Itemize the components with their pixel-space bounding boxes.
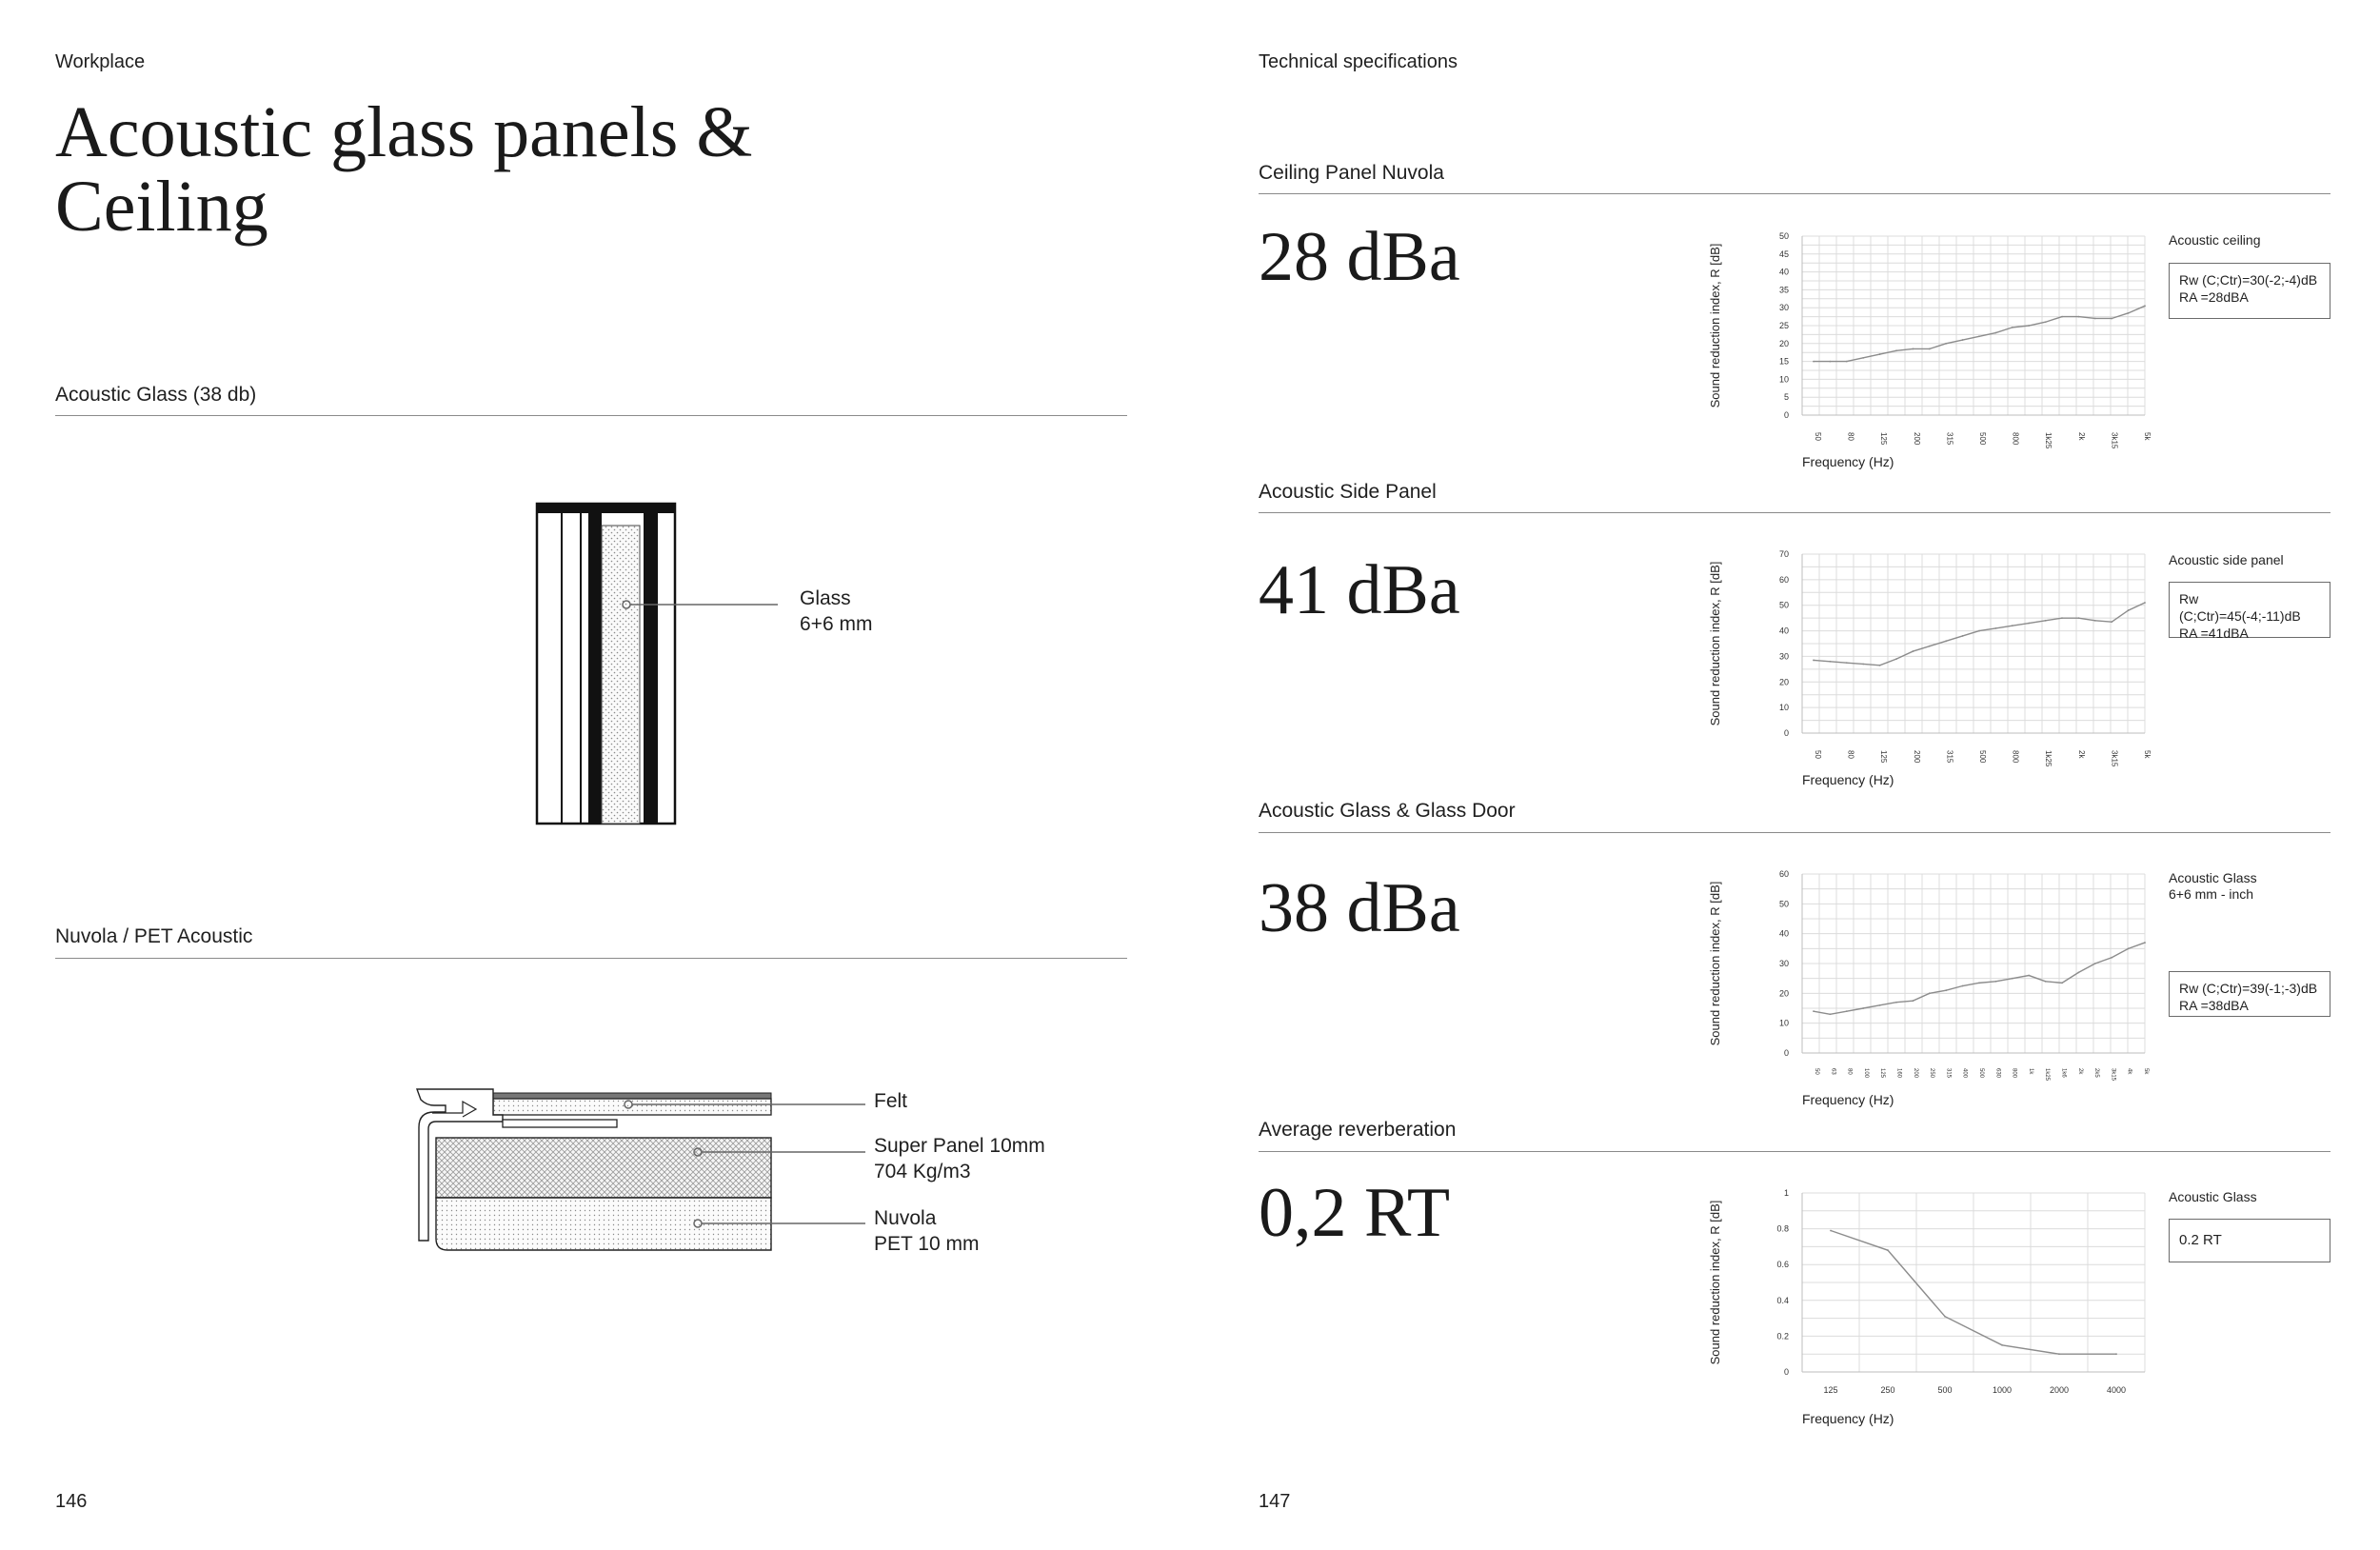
legend-title-reverberation: Acoustic Glass <box>2169 1189 2257 1204</box>
x-tick-label: 500 <box>1937 1385 1953 1395</box>
data-point <box>1813 361 1815 363</box>
y-axis-label: Sound reduction index, R [dB] <box>1708 561 1722 726</box>
x-tick-label: 125 <box>1879 1068 1886 1079</box>
spec-divider <box>1259 193 2330 194</box>
data-point <box>2094 620 2096 622</box>
section-divider <box>55 415 1127 416</box>
data-point <box>1978 982 1980 984</box>
data-point <box>1879 353 1881 355</box>
nuvola-leader-lines <box>623 1098 870 1236</box>
x-tick-label: 4k <box>2126 1068 2132 1075</box>
section-divider <box>55 958 1127 959</box>
page-number-left: 146 <box>55 1491 88 1512</box>
y-tick-label: 0 <box>1783 410 1789 420</box>
y-tick-label: 10 <box>1778 374 1789 385</box>
x-tick-label: 63 <box>1830 1068 1836 1075</box>
data-point <box>1913 1000 1914 1002</box>
y-tick-label: 60 <box>1778 869 1789 879</box>
spec-title-reverberation: Average reverberation <box>1259 1119 1457 1141</box>
data-point <box>2028 325 2030 327</box>
data-point <box>2028 975 2030 977</box>
data-point <box>1945 989 1947 991</box>
legend-box-glass-door <box>2169 971 2330 1017</box>
data-point <box>1862 1007 1864 1009</box>
data-point <box>2094 963 2096 964</box>
legend-box-side-panel <box>2169 582 2330 641</box>
spec-value-ceiling: 28 dBa <box>1259 218 1460 296</box>
glass-label-line-2: 6+6 mm <box>800 613 873 635</box>
data-point <box>2058 1353 2060 1355</box>
data-point <box>1830 1230 1832 1232</box>
data-point <box>2078 972 2080 974</box>
legend-line: RA =38dBA <box>2179 998 2249 1013</box>
data-point <box>1813 1010 1815 1012</box>
legend-box-ceiling <box>2169 263 2330 319</box>
section-title-nuvola: Nuvola / PET Acoustic <box>55 925 253 947</box>
y-tick-label: 0.2 <box>1776 1331 1789 1341</box>
page-title <box>55 92 753 247</box>
data-point <box>1879 1004 1881 1006</box>
data-point <box>1945 640 1947 642</box>
spec-value-side-panel: 41 dBa <box>1259 551 1460 629</box>
x-tick-label: 5k <box>2143 1068 2149 1075</box>
x-tick-label: 800 <box>2011 432 2020 446</box>
data-point <box>2094 318 2096 320</box>
x-tick-label: 250 <box>1880 1385 1895 1395</box>
data-point <box>1929 646 1931 647</box>
x-tick-label: 500 <box>1978 750 1987 764</box>
series-line <box>1814 306 2145 361</box>
y-tick-label: 20 <box>1778 677 1789 687</box>
y-tick-label: 0 <box>1783 1367 1789 1377</box>
x-tick-label: 1000 <box>1992 1385 2013 1395</box>
x-tick-label: 400 <box>1961 1068 1968 1079</box>
data-point <box>2061 617 2063 619</box>
data-point <box>2144 602 2146 604</box>
y-tick-label: 0.6 <box>1776 1260 1789 1270</box>
data-point <box>1962 339 1964 341</box>
data-point <box>1929 348 1931 350</box>
y-tick-label: 0.8 <box>1776 1223 1789 1234</box>
felt-label: Felt <box>874 1090 908 1112</box>
data-point <box>1862 664 1864 666</box>
y-tick-label: 50 <box>1778 899 1789 909</box>
data-point <box>1862 357 1864 359</box>
spec-value-reverberation: 0,2 RT <box>1259 1174 1451 1252</box>
x-tick-label: 200 <box>1912 750 1921 764</box>
x-tick-label: 2k <box>2076 1068 2083 1075</box>
data-point <box>1879 665 1881 666</box>
x-tick-label: 2k5 <box>2093 1068 2100 1078</box>
x-tick-label: 250 <box>1929 1068 1935 1079</box>
data-point <box>2045 981 2047 983</box>
x-tick-label: 4000 <box>2106 1385 2127 1395</box>
data-point <box>2078 316 2080 318</box>
y-tick-label: 30 <box>1778 303 1789 313</box>
data-point <box>2045 321 2047 323</box>
y-tick-label: 1 <box>1783 1188 1789 1198</box>
legend-title-line: Acoustic Glass <box>2169 870 2257 885</box>
y-tick-label: 10 <box>1778 703 1789 713</box>
x-tick-label: 315 <box>1945 432 1954 446</box>
data-point <box>2111 318 2112 320</box>
nuvola-label-line-1: Nuvola <box>874 1207 937 1229</box>
glass-leader-line <box>621 595 783 614</box>
x-axis-label: Frequency (Hz) <box>1802 1092 1894 1107</box>
data-point <box>1895 658 1897 660</box>
data-point <box>1913 650 1914 652</box>
x-tick-label: 1k25 <box>2044 1068 2051 1082</box>
data-point <box>1830 1013 1832 1015</box>
page-title-line-2: Ceiling <box>55 167 268 247</box>
y-tick-label: 10 <box>1778 1018 1789 1028</box>
x-tick-label: 800 <box>2011 1068 2017 1079</box>
data-point <box>2115 1353 2117 1355</box>
x-tick-label: 315 <box>1945 750 1954 764</box>
y-tick-label: 50 <box>1778 600 1789 610</box>
x-tick-label: 200 <box>1912 432 1921 446</box>
x-tick-label: 800 <box>2011 750 2020 764</box>
spec-divider <box>1259 512 2330 513</box>
data-point <box>2128 312 2130 314</box>
data-point <box>2001 1344 2003 1346</box>
legend-line: Rw (C;Ctr)=30(-2;-4)dB <box>2179 272 2318 288</box>
data-point <box>2144 305 2146 307</box>
x-tick-label: 1k25 <box>2044 750 2053 767</box>
x-tick-label: 125 <box>1823 1385 1838 1395</box>
data-point <box>1945 343 1947 345</box>
data-point <box>1913 348 1914 350</box>
page-title-line-1: Acoustic glass panels & <box>55 92 753 172</box>
x-tick-label: 125 <box>1879 432 1889 446</box>
x-tick-label: 3k15 <box>2110 432 2119 449</box>
super-panel-label <box>874 1133 1045 1184</box>
data-point <box>2012 327 2013 328</box>
y-tick-label: 30 <box>1778 651 1789 662</box>
legend-line: 0.2 RT <box>2179 1232 2222 1248</box>
x-axis-label: Frequency (Hz) <box>1802 454 1894 469</box>
x-tick-label: 2k <box>2076 750 2086 759</box>
data-point <box>2078 617 2080 619</box>
chart-side-panel <box>1704 545 2161 792</box>
data-point <box>2028 623 2030 625</box>
x-tick-label: 160 <box>1895 1068 1902 1079</box>
section-title-acoustic-glass: Acoustic Glass (38 db) <box>55 384 257 406</box>
super-panel-label-line-2: 704 Kg/m3 <box>874 1161 971 1182</box>
y-axis-label: Sound reduction index, R [dB] <box>1708 881 1722 1046</box>
nuvola-label-line-2: PET 10 mm <box>874 1233 980 1255</box>
category-label-right: Technical specifications <box>1259 51 1458 72</box>
data-point <box>1995 627 1997 629</box>
spec-divider <box>1259 832 2330 833</box>
legend-title-line: 6+6 mm - inch <box>2169 886 2254 902</box>
x-tick-label: 2000 <box>2049 1385 2070 1395</box>
data-point <box>1995 332 1997 334</box>
x-tick-label: 5k <box>2143 750 2152 759</box>
spec-title-glass-door: Acoustic Glass & Glass Door <box>1259 800 1516 822</box>
data-point <box>2061 316 2063 318</box>
legend-line: RA =41dBA <box>2179 626 2249 641</box>
legend-title-side-panel: Acoustic side panel <box>2169 552 2284 567</box>
data-point <box>2128 609 2130 611</box>
x-axis-label: Frequency (Hz) <box>1802 772 1894 787</box>
legend-line: Rw (C;Ctr)=39(-1;-3)dB <box>2179 981 2318 996</box>
spec-title-side-panel: Acoustic Side Panel <box>1259 481 1437 503</box>
data-point <box>2061 982 2063 984</box>
data-point <box>2045 620 2047 622</box>
x-tick-label: 2k <box>2076 432 2086 441</box>
y-tick-label: 0 <box>1783 1048 1789 1058</box>
legend-line: RA =28dBA <box>2179 289 2249 305</box>
y-tick-label: 0.4 <box>1776 1295 1789 1305</box>
category-label: Workplace <box>55 51 146 72</box>
data-point <box>1895 349 1897 351</box>
x-tick-label: 80 <box>1846 1068 1853 1075</box>
y-tick-label: 5 <box>1783 392 1789 403</box>
chart-glass-door <box>1704 864 2161 1112</box>
data-point <box>1929 992 1931 994</box>
data-point <box>1995 981 1997 983</box>
y-tick-label: 40 <box>1778 267 1789 277</box>
data-point <box>2012 978 2013 980</box>
y-tick-label: 25 <box>1778 321 1789 330</box>
x-tick-label: 315 <box>1945 1068 1952 1079</box>
x-tick-label: 1k6 <box>2060 1068 2067 1078</box>
y-tick-label: 0 <box>1783 728 1789 738</box>
y-tick-label: 20 <box>1778 338 1789 348</box>
data-point <box>2111 957 2112 959</box>
data-point <box>1978 630 1980 632</box>
y-tick-label: 50 <box>1778 231 1789 241</box>
x-tick-label: 200 <box>1912 1068 1918 1079</box>
x-axis-label: Frequency (Hz) <box>1802 1411 1894 1426</box>
page-number-right: 147 <box>1259 1491 1291 1512</box>
x-tick-label: 50 <box>1814 1068 1819 1075</box>
y-axis-label: Sound reduction index, R [dB] <box>1708 1200 1722 1365</box>
data-point <box>1962 635 1964 637</box>
data-point <box>2111 621 2112 623</box>
data-point <box>1846 662 1848 664</box>
y-tick-label: 40 <box>1778 928 1789 939</box>
data-point <box>1846 1010 1848 1012</box>
chart-reverberation <box>1704 1183 2161 1431</box>
glass-label <box>800 586 872 637</box>
data-point <box>1887 1249 1889 1251</box>
x-tick-label: 80 <box>1846 432 1855 441</box>
x-tick-label: 1k <box>2027 1068 2033 1075</box>
data-point <box>1962 985 1964 987</box>
data-point <box>2128 947 2130 949</box>
y-tick-label: 60 <box>1778 574 1789 585</box>
data-point <box>1813 660 1815 662</box>
super-panel-label-line-1: Super Panel 10mm <box>874 1135 1045 1157</box>
glass-label-line-1: Glass <box>800 587 851 609</box>
legend-line: Rw (C;Ctr)=45(-4;-11)dB <box>2179 591 2301 624</box>
data-point <box>1895 1002 1897 1004</box>
y-tick-label: 20 <box>1778 988 1789 999</box>
glass-section-drawing <box>533 500 685 828</box>
y-tick-label: 45 <box>1778 248 1789 259</box>
data-point <box>1846 361 1848 363</box>
spec-divider <box>1259 1151 2330 1152</box>
y-tick-label: 15 <box>1778 356 1789 367</box>
data-point <box>1944 1316 1946 1318</box>
nuvola-label <box>874 1205 979 1257</box>
x-tick-label: 500 <box>1978 432 1987 446</box>
y-tick-label: 70 <box>1778 549 1789 559</box>
x-tick-label: 100 <box>1862 1068 1869 1079</box>
y-tick-label: 30 <box>1778 959 1789 968</box>
x-tick-label: 3k15 <box>2110 750 2119 767</box>
legend-box-reverberation <box>2169 1219 2330 1262</box>
x-tick-label: 50 <box>1814 432 1822 441</box>
x-tick-label: 125 <box>1879 750 1889 764</box>
x-tick-label: 5k <box>2143 432 2152 441</box>
data-point <box>2012 625 2013 626</box>
y-tick-label: 35 <box>1778 285 1789 295</box>
x-tick-label: 500 <box>1978 1068 1984 1079</box>
chart-ceiling-panel <box>1704 227 2161 474</box>
data-point <box>1830 361 1832 363</box>
x-tick-label: 630 <box>1994 1068 2001 1079</box>
data-point <box>1830 661 1832 663</box>
x-tick-label: 3k15 <box>2110 1068 2116 1082</box>
data-point <box>2144 942 2146 944</box>
x-tick-label: 50 <box>1814 750 1822 759</box>
legend-title-ceiling: Acoustic ceiling <box>2169 232 2261 248</box>
data-point <box>1978 335 1980 337</box>
legend-title-glass-door <box>2169 870 2257 903</box>
x-tick-label: 80 <box>1846 750 1855 759</box>
y-axis-label: Sound reduction index, R [dB] <box>1708 243 1722 408</box>
spec-value-glass-door: 38 dBa <box>1259 869 1460 947</box>
spec-title-ceiling-panel: Ceiling Panel Nuvola <box>1259 162 1444 184</box>
y-tick-label: 40 <box>1778 626 1789 636</box>
x-tick-label: 1k25 <box>2044 432 2053 449</box>
